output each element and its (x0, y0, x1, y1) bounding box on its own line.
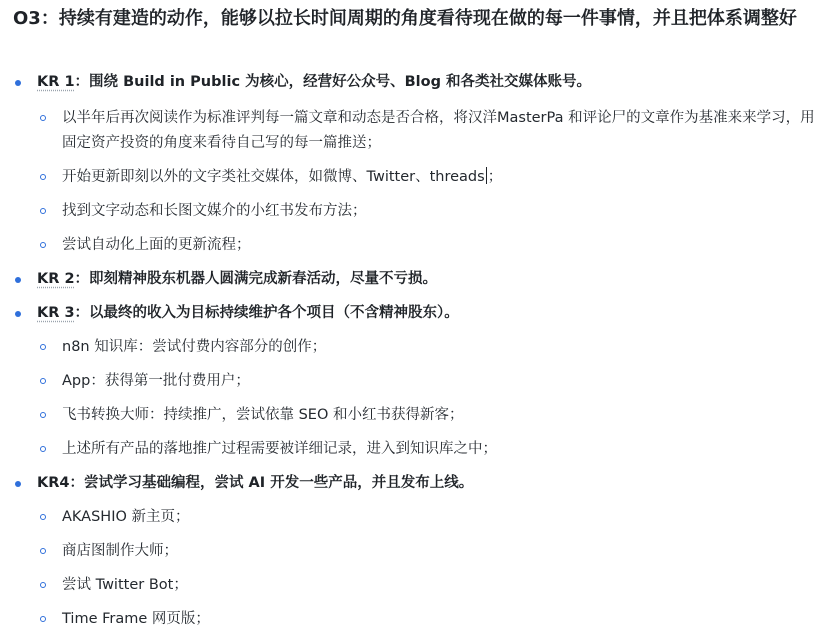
bullet-ring-icon (40, 548, 46, 554)
kr3-subitem-text: 飞书转换大师：持续推广，尝试依靠 SEO 和小红书获得新客； (62, 407, 464, 423)
kr1-subitem-text: 开始更新即刻以外的文字类社交媒体，如微博、Twitter、threads (62, 169, 485, 185)
bullet-ring-icon (40, 616, 46, 622)
kr1-label: KR 1 (37, 74, 75, 90)
bullet-ring-icon (40, 582, 46, 588)
bullet-ring-icon (40, 446, 46, 452)
kr4-subitem-text: 尝试 Twitter Bot； (62, 577, 188, 593)
kr1-subitem-text-end: ； (487, 169, 503, 185)
bullet-dot-icon (15, 277, 21, 283)
bullet-ring-icon (40, 115, 46, 121)
kr2-text: ：即刻精神股东机器人圆满完成新春活动，尽量不亏损。 (74, 271, 438, 287)
bullet-ring-icon (40, 208, 46, 214)
kr3-subitem-text: 上述所有产品的落地推广过程需要被详细记录，进入到知识库之中； (62, 441, 497, 457)
kr4-subitem-text: AKASHIO 新主页； (62, 509, 190, 525)
kr4-label: KR4 (37, 475, 70, 491)
bullet-ring-icon (40, 378, 46, 384)
kr2-label: KR 2 (37, 271, 75, 287)
bullet-ring-icon (40, 242, 46, 248)
kr1-subitem-text: 以半年后再次阅读作为标准评判每一篇文章和动态是否合格，将汉洋MasterPa 和评论尸的文章作为基准来来学习，用固定资产投资的角度来看待自己写的每一篇推送； (62, 110, 815, 151)
bullet-dot-icon (15, 481, 21, 487)
kr3-subitem-text: n8n 知识库：尝试付费内容部分的创作； (62, 339, 327, 355)
kr4-subitem-text: 商店图制作大师； (62, 543, 178, 559)
kr3-label: KR 3 (37, 305, 75, 321)
kr1-subitem-text: 找到文字动态和长图文媒介的小红书发布方法； (62, 203, 367, 219)
kr4-subitem-text: Time Frame 网页版； (62, 611, 210, 627)
kr1-subitem-text: 尝试自动化上面的更新流程； (62, 237, 251, 253)
bullet-ring-icon (40, 514, 46, 520)
bullet-ring-icon (40, 412, 46, 418)
kr1-text: ：围绕 Build in Public 为核心，经营好公众号、Blog 和各类社交媒体账号。 (74, 74, 592, 90)
kr3-text: ：以最终的收入为目标持续维护各个项目（不含精神股东）。 (74, 305, 459, 321)
objective-heading: O3：持续有建造的动作，能够以拉长时间周期的角度看待现在做的每一件事情，并且把体系调整好 (13, 8, 797, 29)
bullet-dot-icon (15, 80, 21, 86)
kr3-subitem-text: App：获得第一批付费用户； (62, 373, 250, 389)
kr4-text: ：尝试学习基础编程，尝试 AI 开发一些产品，并且发布上线。 (69, 475, 474, 491)
bullet-dot-icon (15, 311, 21, 317)
bullet-ring-icon (40, 174, 46, 180)
text-cursor (486, 167, 487, 184)
bullet-ring-icon (40, 344, 46, 350)
